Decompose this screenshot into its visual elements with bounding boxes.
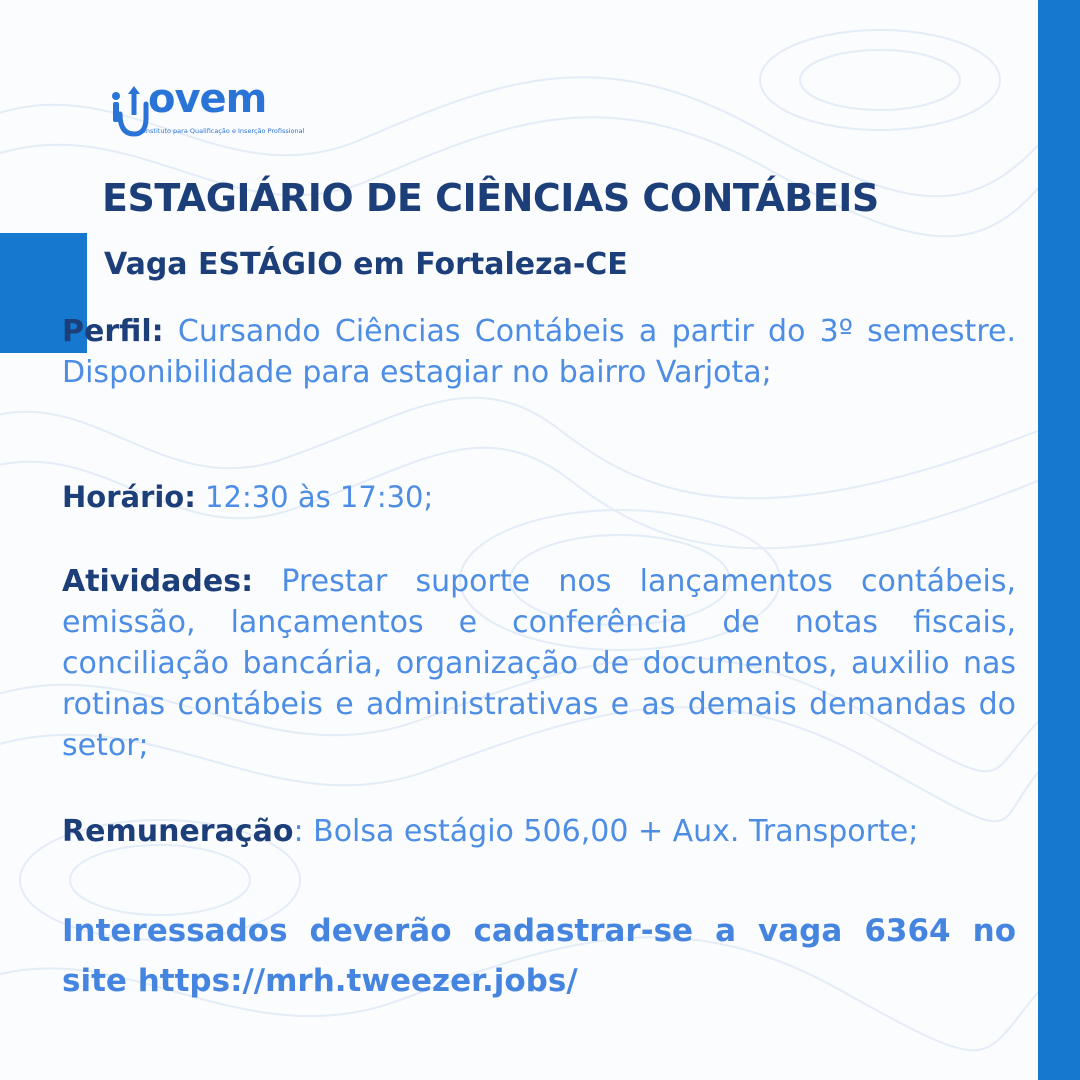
remuneracao-section <box>62 811 1016 852</box>
ijovem-logo <box>108 76 338 142</box>
job-subtitle: Vaga ESTÁGIO em Fortaleza-CE <box>104 247 628 282</box>
job-title: ESTAGIÁRIO DE CIÊNCIAS CONTÁBEIS <box>102 176 879 220</box>
horario-section <box>62 477 1016 518</box>
perfil-section <box>62 311 1016 393</box>
atividades-section <box>62 561 1016 766</box>
atividades-label: Atividades: <box>62 564 254 599</box>
horario-label: Horário: <box>62 480 196 514</box>
logo-tagline: Instituto para Qualificação e Inserção Profissional <box>144 127 305 135</box>
remuneracao-separator: : <box>293 814 304 849</box>
perfil-text: Cursando Ciências Contábeis a partir do 3º semestre. Disponibilidade para estagiar no bairro Varjota; <box>62 314 1016 390</box>
remuneracao-label: Remuneração <box>62 814 294 849</box>
atividades-text: Prestar suporte nos lançamentos contábeis, emissão, lançamentos e conferência de notas fiscais, conciliação bancária, organização de documentos, auxilio nas rotinas contábeis e administrativas e as demais demandas do setor; <box>62 564 1016 763</box>
perfil-label: Perfil: <box>62 314 164 349</box>
horario-text: 12:30 às 17:30; <box>205 480 434 514</box>
right-accent-bar <box>1038 0 1080 1080</box>
application-instructions: Interessados deverão cadastrar-se a vaga 6364 no site https://mrh.tweezer.jobs/ <box>62 913 1016 999</box>
logo-wordmark: ovem <box>148 76 267 122</box>
remuneracao-text: Bolsa estágio 506,00 + Aux. Transporte; <box>313 814 919 849</box>
